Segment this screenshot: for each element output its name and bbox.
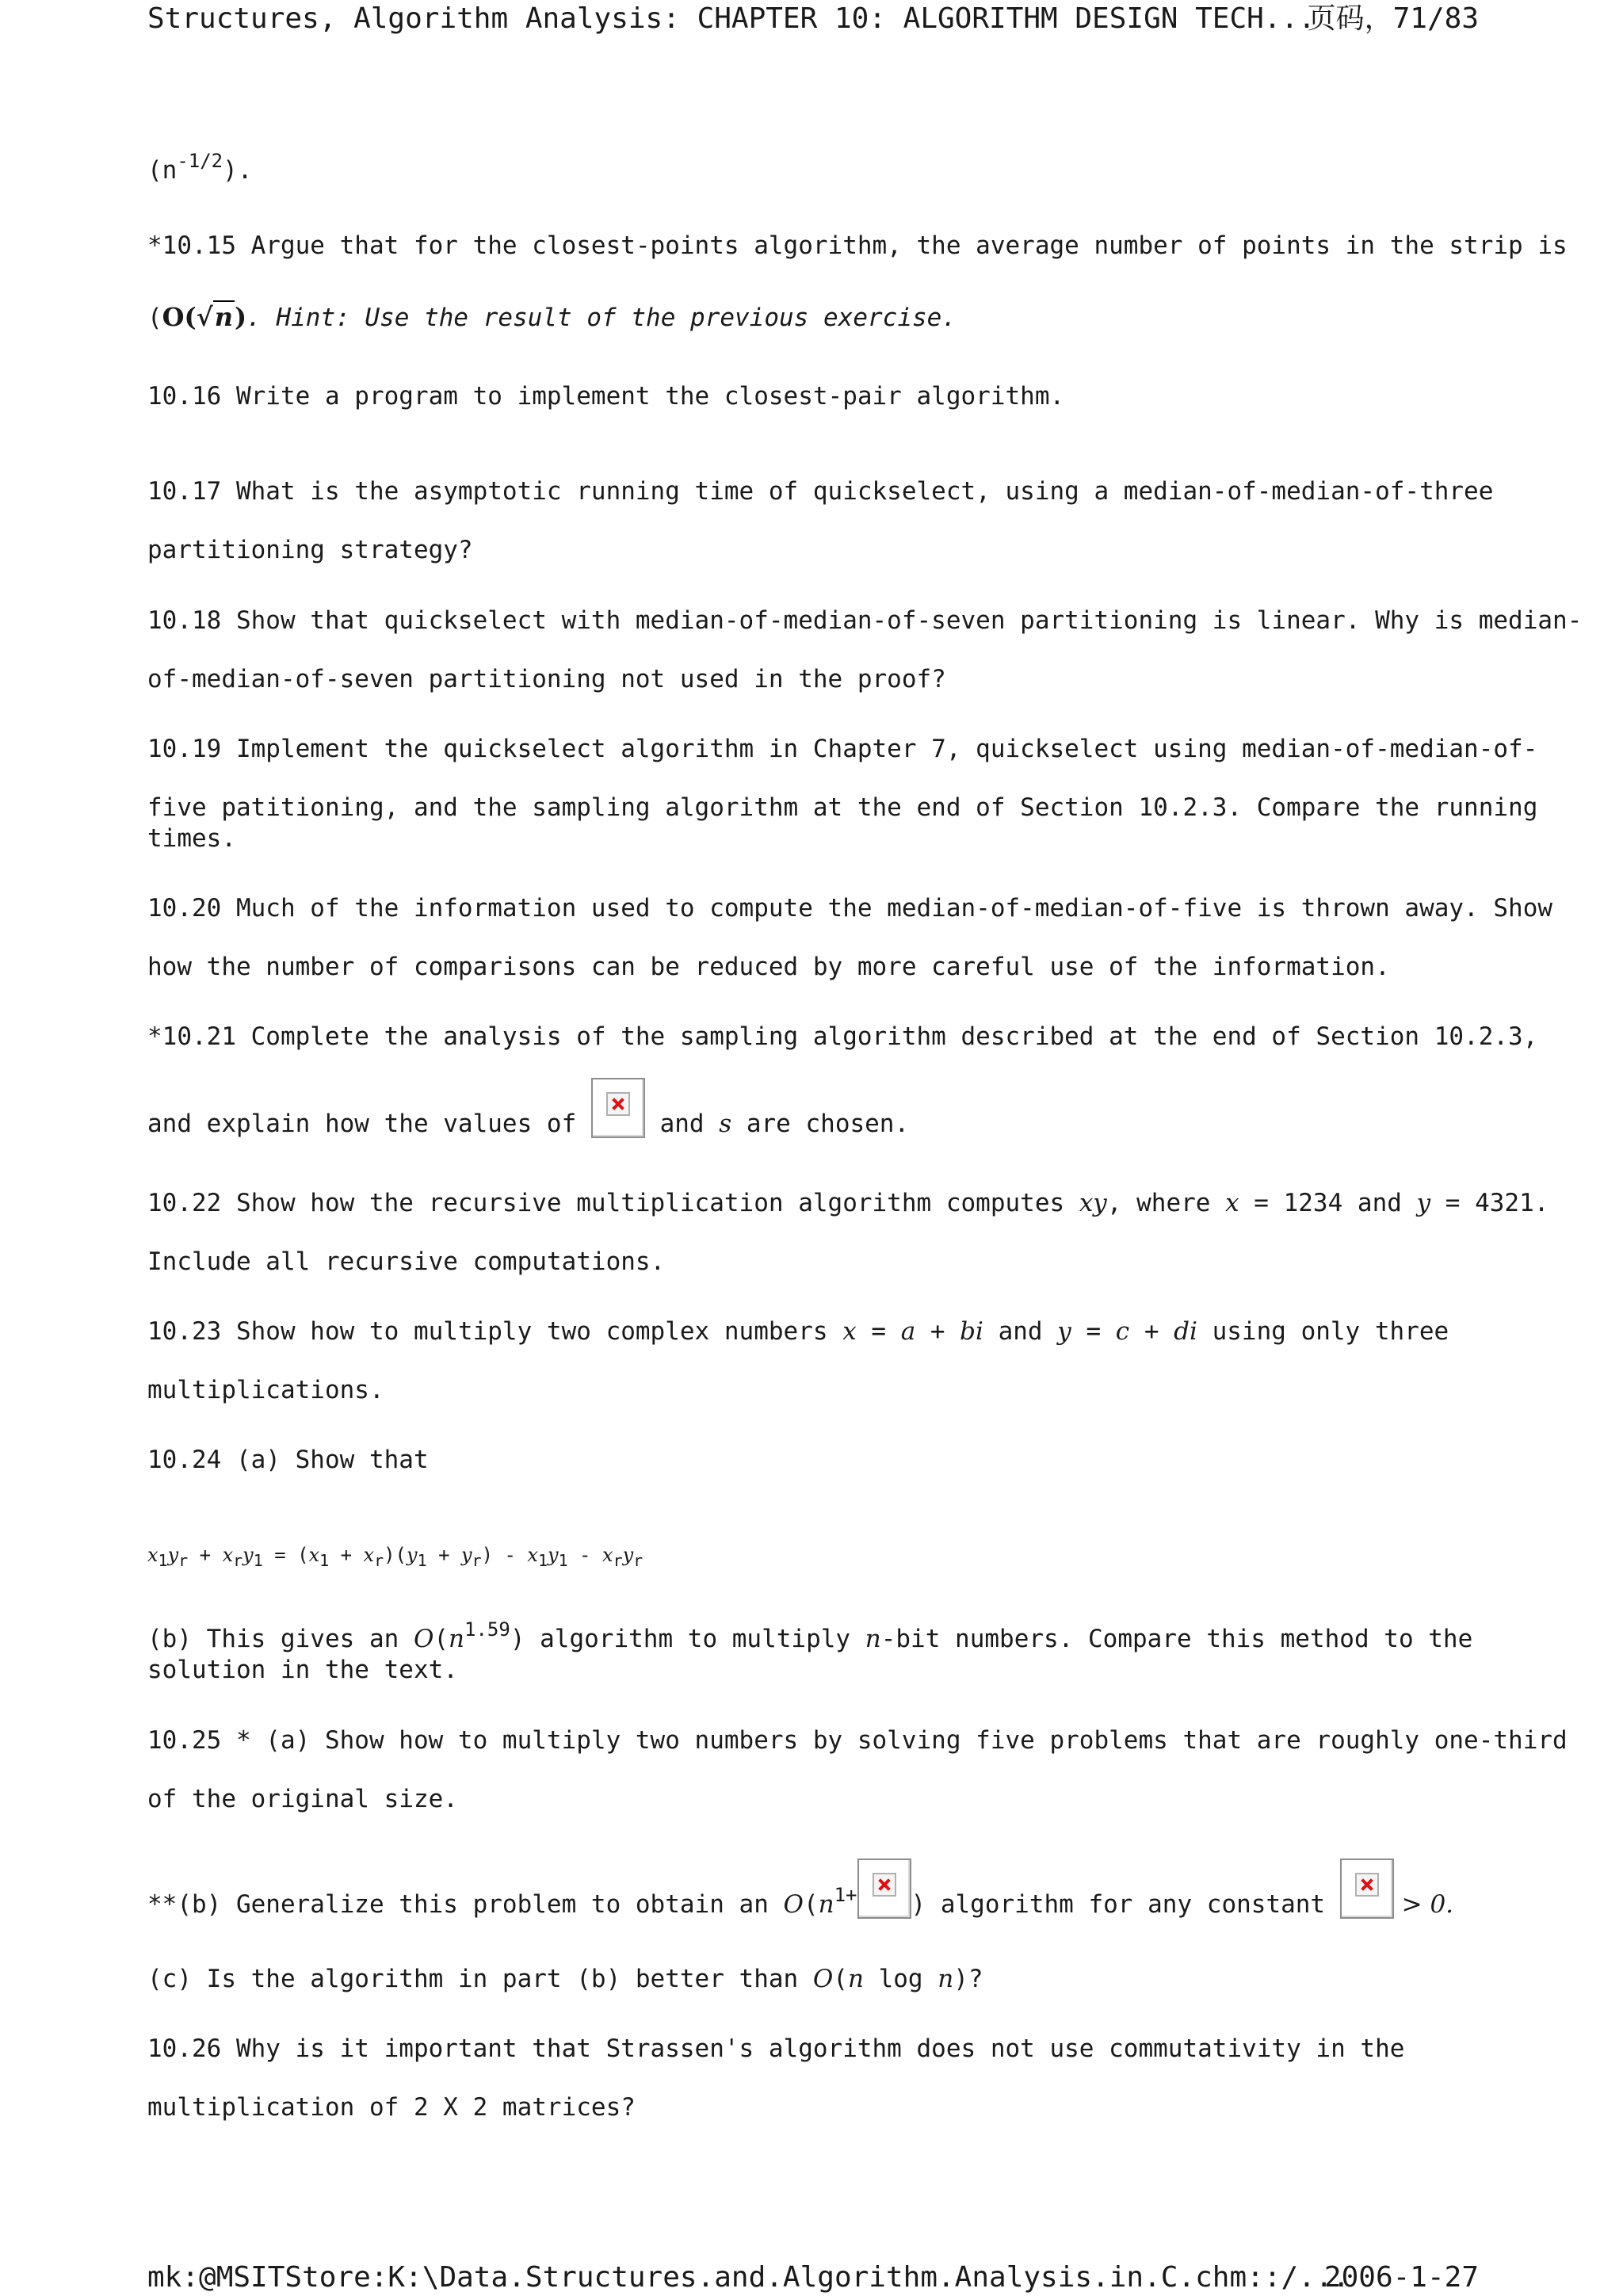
text: > 0. [1393,1890,1454,1919]
eq-x: x [222,1544,234,1566]
text: (n [147,156,178,185]
text: ) algorithm for any constant [911,1890,1340,1919]
header-title: Structures, Algorithm Analysis: CHAPTER 10: ALGORITHM DESIGN TECH... [147,2,1316,35]
eq-op: - [493,1544,528,1566]
exercise-10-15-line-1: *10.15 Argue that for the closest-points algorithm, the average number of points in the strip is [147,231,1568,260]
exercise-10-21-line-1: *10.21 Complete the analysis of the sampling algorithm described at the end of Section 10.2.3, [147,1022,1538,1051]
variable-c: c [1115,1317,1130,1346]
superscript: 1+ [834,1884,857,1906]
exercise-10-17-line-2: partitioning strategy? [147,536,473,564]
hint-text: . Hint: Use the result of the previous exercise. [246,304,957,332]
text: and [983,1317,1058,1346]
text: ). [223,156,253,185]
exercise-10-25-c [147,1963,983,1995]
footer-date: 2006-1-27 [1323,2261,1479,2294]
exercise-10-21-line-2 [147,1078,909,1159]
text: log [863,1965,938,1993]
eq-sub: r [472,1551,482,1570]
variable-y: y [1057,1317,1071,1346]
text: 10.23 Show how to multiply two complex numbers [147,1317,843,1346]
exercise-10-24-line-1: 10.24 (a) Show that [147,1446,429,1474]
eq-sub: 1 [158,1551,168,1570]
eq-sub: r [178,1551,189,1570]
text: (b) This gives an [147,1625,414,1653]
variable-x: x [842,1317,857,1346]
eq-op: ) [481,1544,494,1566]
eq-y: y [167,1544,179,1566]
eq-x: x [308,1544,320,1566]
text: + [1129,1317,1174,1346]
exercise-10-26-line-1: 10.26 Why is it important that Strassen's algorithm does not use commutativity in the [147,2034,1405,2063]
text: ( [803,1890,819,1919]
header-page-number: 页码，71/83 [1307,2,1479,35]
exercise-10-19-line-3: times. [147,824,236,853]
variable-a: a [900,1317,916,1346]
text: **(b) Generalize this problem to obtain an [147,1890,784,1919]
line-n-power [147,150,253,186]
superscript: 1.59 [464,1618,510,1641]
eq-op: + [188,1544,223,1566]
eq-sub: r [233,1551,243,1570]
variable-n: n [847,1965,864,1993]
eq-sub: 1 [537,1551,548,1570]
text: n [214,302,233,332]
exercise-10-18-line-1: 10.18 Show that quickselect with median-of-median-of-seven partitioning is linear. Why is median- [147,606,1583,635]
text: = [856,1317,901,1346]
variable-di: di [1174,1317,1197,1346]
exercise-10-19-line-1: 10.19 Implement the quickselect algorithm in Chapter 7, quickselect using median-of-median-of- [147,735,1538,763]
broken-image-x-icon [873,1873,896,1897]
text: )? [953,1965,983,1993]
equation [147,1539,643,1571]
eq-sub: 1 [253,1551,263,1570]
broken-image-icon [591,1078,645,1138]
text: -bit numbers. Compare this method to the [880,1625,1473,1653]
eq-x: x [601,1544,613,1566]
variable-s: s [719,1110,732,1138]
sqrt-formula: O(√n) [162,302,247,332]
text: (c) Is the algorithm in part (b) better than [147,1965,813,1993]
eq-sub: 1 [417,1551,427,1570]
variable-n: n [938,1965,954,1993]
variable-bi: bi [960,1317,983,1346]
eq-x: x [527,1544,538,1566]
variable-n: n [818,1890,834,1919]
exercise-10-25-line-2: of the original size. [147,1785,458,1813]
page-footer [147,2260,1479,2295]
broken-image-x-icon [606,1092,630,1116]
text: , where [1106,1189,1226,1217]
text: + [915,1317,960,1346]
text: using only three [1197,1317,1449,1346]
exercise-10-22-line-1 [147,1187,1549,1219]
variable-x: x [1225,1189,1239,1217]
exercise-10-25-b [147,1859,1453,1936]
broken-image-icon [857,1859,911,1919]
broken-image-icon [1340,1859,1394,1919]
eq-sub: r [633,1551,643,1570]
exercise-10-19-line-2: five patitioning, and the sampling algorithm at the end of Section 10.2.3. Compare the running [147,793,1538,822]
footer-path: mk:@MSITStore:K:\Data.Structures.and.Algorithm.Analysis.in.C.chm::/... [147,2261,1350,2294]
text: ( [833,1965,848,1993]
text: O( [162,302,197,332]
text: are chosen. [731,1110,910,1138]
exercise-10-26-line-2: multiplication of 2 X 2 matrices? [147,2093,636,2122]
exercise-10-15-line-2 [147,301,957,334]
eq-sub: 1 [558,1551,568,1570]
eq-op: + [329,1544,364,1566]
exercise-10-23-line-1 [147,1316,1449,1347]
eq-op: - [567,1544,602,1566]
text: ) algorithm to multiply [510,1625,865,1653]
exercise-10-22-line-2: Include all recursive computations. [147,1247,666,1276]
eq-op: = ( [262,1544,309,1566]
text: and [644,1110,720,1138]
text: 10.22 Show how the recursive multiplication algorithm computes [147,1189,1079,1217]
exercise-10-24-b-line-2: solution in the text. [147,1656,458,1684]
exercise-10-24-b-line-1 [147,1618,1473,1655]
eq-op: )( [384,1544,407,1566]
exercise-10-18-line-2: of-median-of-seven partitioning not used in the proof? [147,665,946,693]
big-o: O [812,1965,834,1993]
text: ( [433,1625,449,1653]
exercise-10-16: 10.16 Write a program to implement the closest-pair algorithm. [147,382,1065,411]
exercise-10-20-line-1: 10.20 Much of the information used to compute the median-of-median-of-five is thrown away. Show [147,894,1553,923]
superscript: -1/2 [177,150,223,172]
big-o: O [413,1625,434,1653]
variable-n: n [449,1625,465,1653]
eq-y: y [548,1544,559,1566]
text: ) [234,302,247,332]
eq-y: y [407,1544,418,1566]
broken-image-x-icon [1355,1873,1379,1897]
exercise-10-23-line-2: multiplications. [147,1376,384,1404]
text: and explain how the values of [147,1110,591,1138]
eq-y: y [460,1544,472,1566]
eq-op: + [426,1544,461,1566]
eq-y: y [242,1544,254,1566]
variable-n: n [865,1625,881,1653]
eq-sub: r [613,1551,623,1570]
text: = 1234 and [1239,1189,1417,1217]
page-header [147,0,1479,48]
eq-x: x [363,1544,375,1566]
eq-y: y [622,1544,634,1566]
text: ( [147,304,162,332]
exercise-10-25-line-1: 10.25 * (a) Show how to multiply two numbers by solving five problems that are roughly one-third [147,1726,1568,1755]
eq-sub: 1 [319,1551,330,1570]
eq-x: x [147,1544,158,1566]
exercise-10-17-line-1: 10.17 What is the asymptotic running time of quickselect, using a median-of-median-of-three [147,477,1494,506]
exercise-10-20-line-2: how the number of comparisons can be reduced by more careful use of the information. [147,953,1390,981]
text: = [1071,1317,1116,1346]
variable-xy: xy [1079,1189,1107,1217]
eq-sub: r [374,1551,384,1570]
text: = 4321. [1430,1189,1549,1217]
variable-y: y [1416,1189,1431,1217]
big-o: O [783,1890,804,1919]
